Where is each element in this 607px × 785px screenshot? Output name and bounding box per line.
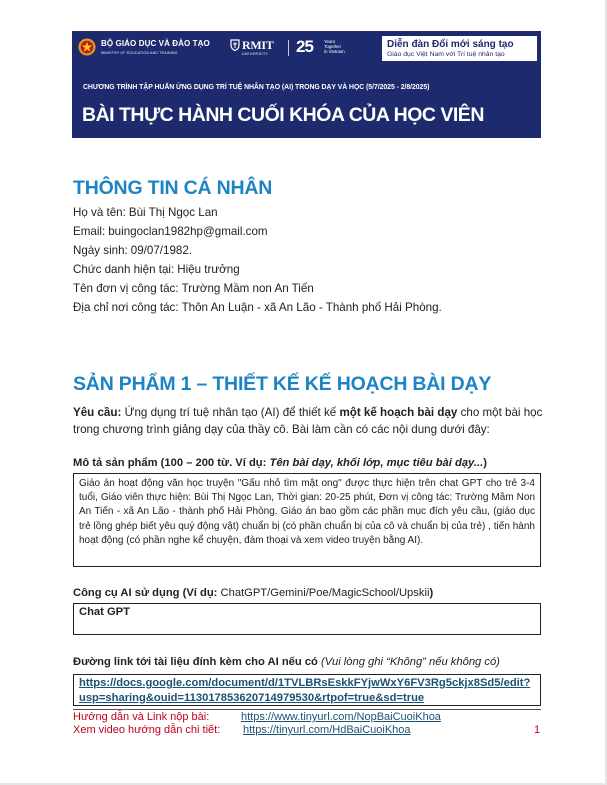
attachment-label: [73, 656, 500, 668]
banner-title: BÀI THỰC HÀNH CUỐI KHÓA CỦA HỌC VIÊN: [82, 104, 484, 126]
description-label-text: Mô tả sản phẩm (100 – 200 từ. Ví dụ:: [73, 457, 267, 469]
personal-info-heading: THÔNG TIN CÁ NHÂN: [73, 177, 273, 199]
moet-emblem-icon: [78, 38, 96, 56]
requirement-emphasis: một kế hoạch bài dạy: [339, 406, 458, 419]
info-value: 09/07/1982.: [130, 244, 193, 257]
ai-tools-label: [73, 587, 433, 599]
info-organization: [73, 282, 314, 295]
moet-subtitle: MINISTRY OF EDUCATION AND TRAINING: [101, 51, 178, 55]
footer-divider: [73, 709, 541, 710]
info-label: Chức danh hiện tại:: [73, 263, 175, 276]
description-label: [73, 457, 487, 469]
description-label-example: Tên bài dạy, khối lớp, mục tiêu bài dạy...: [269, 457, 484, 469]
ai-tools-box[interactable]: Chat GPT: [73, 603, 541, 635]
attachment-link[interactable]: https://docs.google.com/document/d/1TVLBRsEskkFYjwWxY6FV3Rg5ckjx8Sd5/edit?usp=sharing&ouid=113017853620714979530&rtpof=true&sd=true: [79, 677, 531, 704]
info-email: [73, 225, 268, 238]
forum-title: Diễn đàn Đổi mới sáng tạo: [387, 39, 514, 50]
info-label: Họ và tên:: [73, 206, 126, 219]
forum-badge: [382, 36, 537, 61]
attachment-box: [73, 674, 541, 706]
logo-divider: [288, 40, 289, 56]
ai-tools-label-end: ): [429, 587, 434, 599]
rmit-subtitle: UNIVERSITY: [242, 52, 269, 56]
info-birthdate: [73, 244, 192, 257]
info-value: Hiệu trưởng: [177, 263, 240, 276]
rmit-name: RMIT: [242, 38, 274, 52]
program-line: CHƯƠNG TRÌNH TẬP HUẤN ỨNG DỤNG TRÍ TUỆ NHÂN TẠO (AI) TRONG DẠY VÀ HỌC (5/7/2025 - 2/8/2025): [83, 84, 430, 91]
footer-guide-link[interactable]: https://www.tinyurl.com/NopBaiCuoiKhoa: [241, 711, 441, 723]
requirement-label: Yêu cầu:: [73, 406, 122, 419]
info-value: Trường Mầm non An Tiến: [181, 282, 314, 295]
footer-video: [73, 724, 411, 736]
requirement-text: Ứng dụng trí tuệ nhân tạo (AI) để thiết kế: [124, 406, 337, 419]
description-box[interactable]: Giáo án hoạt động văn học truyện "Gấu nhỏ tìm mật ong" được thực hiện trên chat GPT cho trẻ 3-4 tuổi, Giáo viên thực hiện: Bùi Thị Ngọc Lan, Thời gian: 20-25 phút, Đơn vị công tác: Trường Mầm Non An Tiến - xã An Lão - thành phố Hải Phòng. Giáo án bao gồm các phần mục đích yêu cầu, (giáo dục trẻ lồng ghép biết yêu quý động vật) chuẩn bị (có phần chuẩn bị của cô và chuẩn bị của trẻ) , tiến hành hoạt động (có phần nghe kể chuyện, đàm thoại và xem video truyện bằng AI).: [73, 473, 541, 567]
anniversary-line: Together: [324, 44, 342, 50]
footer-guide-label: Hướng dẫn và Link nộp bài:: [73, 711, 210, 723]
product1-heading: SẢN PHẨM 1 – THIẾT KẾ KẾ HOẠCH BÀI DẠY: [73, 373, 492, 395]
rmit-logo-icon: [230, 39, 240, 51]
info-label: Email:: [73, 225, 106, 238]
anniversary-line: in Vietnam: [324, 49, 345, 55]
requirement-text: cho một bài học trong chương trình giảng dạy của thầy cô. Bài làm cần có các nội dung dưới đây:: [73, 406, 543, 436]
footer-video-label: Xem video hướng dẫn chi tiết:: [73, 724, 221, 736]
info-value: buingoclan1982hp@gmail.com: [108, 225, 268, 238]
anniversary-line: Years: [324, 39, 336, 44]
anniversary-number: 25: [296, 37, 313, 56]
info-name: [73, 206, 218, 219]
anniversary-text: [324, 39, 345, 55]
info-label: Địa chỉ nơi công tác:: [73, 301, 179, 314]
info-label: Ngày sinh:: [73, 244, 128, 257]
info-value: Thôn An Luận - xã An Lão - Thành phố Hải Phòng.: [181, 301, 442, 314]
header-banner: [72, 31, 541, 138]
footer-guide: [73, 711, 441, 723]
info-label: Tên đơn vị công tác:: [73, 282, 179, 295]
description-label-end: ): [483, 457, 487, 469]
info-address: [73, 301, 442, 314]
info-value: Bùi Thị Ngọc Lan: [128, 206, 218, 219]
page-number: 1: [534, 724, 541, 736]
moet-name: BỘ GIÁO DỤC VÀ ĐÀO TẠO: [101, 39, 210, 48]
requirement-paragraph: [73, 404, 548, 438]
forum-subtitle: Giáo dục Việt Nam với Trí tuệ nhân tạo: [387, 51, 505, 58]
attachment-label-text: Đường link tới tài liệu đính kèm cho AI nếu có: [73, 656, 318, 668]
attachment-hint: (Vui lòng ghi “Không” nếu không có): [321, 656, 500, 668]
ai-tools-label-text: Công cụ AI sử dụng (Ví dụ:: [73, 587, 218, 599]
footer-video-link[interactable]: https://tinyurl.com/HdBaiCuoiKhoa: [243, 724, 411, 736]
info-position: [73, 263, 240, 276]
ai-tools-label-example: ChatGPT/Gemini/Poe/MagicSchool/Upskii: [220, 587, 430, 599]
